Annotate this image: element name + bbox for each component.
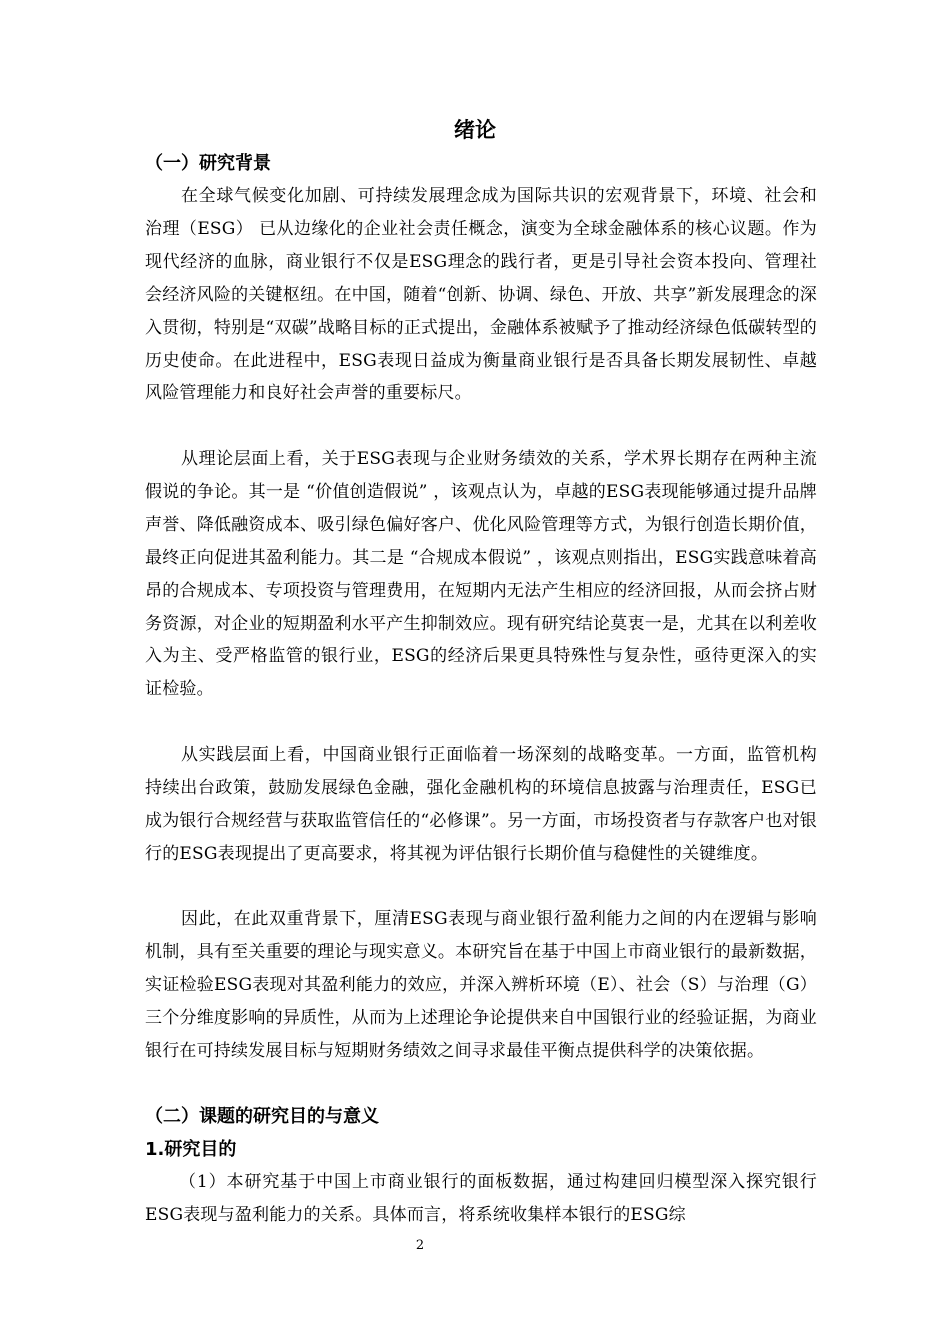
document-title: 绪论 — [454, 118, 496, 142]
paragraph-background-1: 在全球气候变化加剧、可持续发展理念成为国际共识的宏观背景下，环境、社会和治理（ESG） 已从边缘化的企业社会责任概念，演变为全球金融体系的核心议题。作为现代经济的血脉，商业银行不仅是ESG理念的践行者，更是引导社会资本投向、管理社会经济风险的关键枢纽。在中国，随着“创新、协调、绿色、开放、共享”新发展理念的深入贯彻，特别是“双碳”战略目标的正式提出，金融体系被赋予了推动经济绿色低碳转型的历史使命。在此进程中，ESG表现日益成为衡量商业银行是否具备长期发展韧性、卓越风险管理能力和良好社会声誉的重要标尺。 — [145, 186, 817, 404]
paragraph-background-4: 因此，在此双重背景下，厘清ESG表现与商业银行盈利能力之间的内在逻辑与影响机制，具有至关重要的理论与现实意义。本研究旨在基于中国上市商业银行的最新数据，实证检验ESG表现对其盈利能力的效应，并深入辨析环境（E）、社会（S）与治理（G）三个分维度影响的异质性，从而为上述理论争论提供来自中国银行业的经验证据，为商业银行在可持续发展目标与短期财务绩效之间寻求最佳平衡点提供科学的决策依据。 — [145, 909, 817, 1061]
paragraph-background-3: 从实践层面上看，中国商业银行正面临着一场深刻的战略变革。一方面，监管机构持续出台政策，鼓励发展绿色金融，强化金融机构的环境信息披露与治理责任，ESG已成为银行合规经营与获取监管信任的“必修课”。另一方面，市场投资者与存款客户也对银行的ESG表现提出了更高要求，将其视为评估银行长期价值与稳健性的关键维度。 — [145, 745, 817, 864]
subsection-heading-purpose: 1.研究目的 — [145, 1139, 237, 1160]
section-heading-background: （一）研究背景 — [145, 153, 271, 174]
paragraph-purpose-1: （1）本研究基于中国上市商业银行的面板数据，通过构建回归模型深入探究银行ESG表现与盈利能力的关系。具体而言，将系统收集样本银行的ESG综 — [145, 1172, 817, 1225]
page-number: 2 — [415, 1238, 425, 1253]
section-heading-purpose-significance: （二）课题的研究目的与意义 — [145, 1106, 379, 1127]
paragraph-background-2: 从理论层面上看，关于ESG表现与企业财务绩效的关系，学术界长期存在两种主流假说的争论。其一是 “价值创造假说” ，该观点认为，卓越的ESG表现能够通过提升品牌声誉、降低融资成本、吸引绿色偏好客户、优化风险管理等方式，为银行创造长期价值，最终正向促进其盈利能力。其二是 “合规成本假说” ，该观点则指出，ESG实践意味着高昂的合规成本、专项投资与管理费用，在短期内无法产生相应的经济回报，从而会挤占财务资源，对企业的短期盈利水平产生抑制效应。现有研究结论莫衷一是，尤其在以利差收入为主、受严格监管的银行业，ESG的经济后果更具特殊性与复杂性，亟待更深入的实证检验。 — [145, 449, 817, 700]
